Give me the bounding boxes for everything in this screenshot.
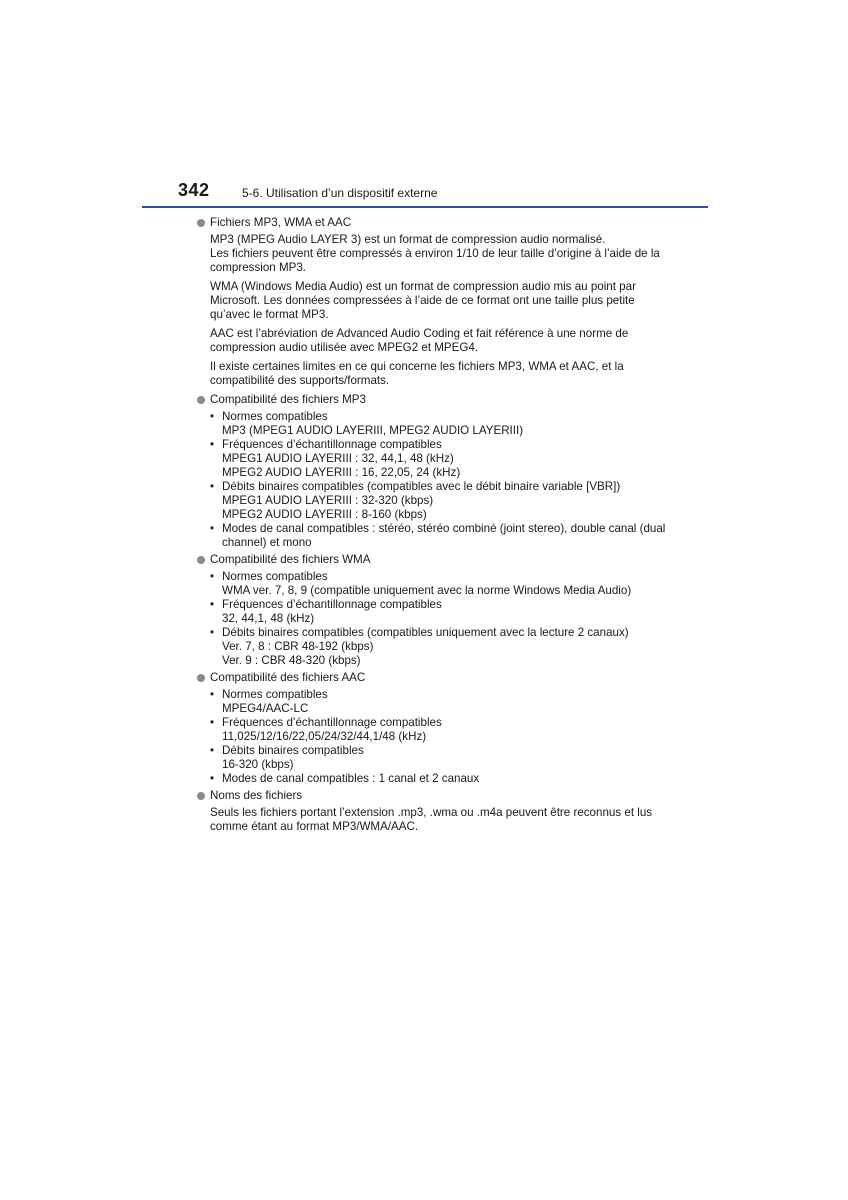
bullet-list xyxy=(197,688,667,786)
section-heading xyxy=(197,553,667,567)
list-item-text: Modes de canal compatibles : 1 canal et 2 canaux xyxy=(222,772,480,785)
bullet-glyph: • xyxy=(210,410,215,423)
bullet-glyph: • xyxy=(210,626,215,639)
list-item xyxy=(197,410,667,438)
bullet-glyph: • xyxy=(210,744,215,757)
page-content xyxy=(197,216,667,839)
bullet-glyph: • xyxy=(210,438,215,451)
bullet-dot-icon xyxy=(197,396,205,404)
list-item xyxy=(197,688,667,716)
paragraph: Seuls les fichiers portant l’extension .mp3, .wma ou .m4a peuvent être reconnus et lus comme étant au format MP3/WMA/AAC. xyxy=(210,806,653,833)
list-item-text: Débits binaires compatibles 16-320 (kbps) xyxy=(222,744,364,771)
list-item xyxy=(197,626,667,668)
bullet-glyph: • xyxy=(210,688,215,701)
section-heading-text: Compatibilité des fichiers MP3 xyxy=(210,393,366,406)
list-item-text: Fréquences d’échantillonnage compatibles 11,025/12/16/22,05/24/32/44,1/48 (kHz) xyxy=(222,716,442,743)
bullet-glyph: • xyxy=(210,522,215,535)
section-heading-text: Fichiers MP3, WMA et AAC xyxy=(210,216,352,229)
page-number: 342 xyxy=(178,180,210,200)
list-item xyxy=(197,480,667,522)
section-heading xyxy=(197,789,667,803)
section-file-names xyxy=(197,789,667,834)
list-item-text: Fréquences d’échantillonnage compatibles MPEG1 AUDIO LAYERIII : 32, 44,1, 48 (kHz) MPEG2 AUDIO LAYERIII : 16, 22,05, 24 (kHz) xyxy=(222,438,461,479)
list-item-text: Normes compatibles MPEG4/AAC-LC xyxy=(222,688,328,715)
list-item-text: Fréquences d’échantillonnage compatibles 32, 44,1, 48 (kHz) xyxy=(222,598,442,625)
section-heading xyxy=(197,216,667,230)
list-item-text: Débits binaires compatibles (compatibles avec le débit binaire variable [VBR]) MPEG1 AUDIO LAYERIII : 32-320 (kbps) MPEG2 AUDIO LAYERIII : 8-160 (kbps) xyxy=(222,480,621,521)
list-item-text: Modes de canal compatibles : stéréo, stéréo combiné (joint stereo), double canal (dual channel) et mono xyxy=(222,522,666,549)
bullet-glyph: • xyxy=(210,772,215,785)
list-item xyxy=(197,744,667,772)
header-rule xyxy=(142,206,708,208)
section-title: 5-6. Utilisation d’un dispositif externe xyxy=(242,186,438,200)
list-item xyxy=(197,522,667,550)
section-heading xyxy=(197,393,667,407)
section-mp3-compat xyxy=(197,393,667,550)
section-heading-text: Compatibilité des fichiers AAC xyxy=(210,671,366,684)
list-item xyxy=(197,598,667,626)
paragraph: AAC est l’abréviation de Advanced Audio Coding et fait référence à une norme de compression audio utilisée avec MPEG2 et MPEG4. xyxy=(210,327,629,354)
section-heading xyxy=(197,671,667,685)
bullet-glyph: • xyxy=(210,716,215,729)
list-item xyxy=(197,438,667,480)
list-item xyxy=(197,716,667,744)
section-aac-compat xyxy=(197,671,667,786)
paragraph: WMA (Windows Media Audio) est un format de compression audio mis au point par Microsoft. Les données compressées à l’aide de ce format ont une taille plus petite qu’avec le format MP3. xyxy=(210,280,636,321)
list-item xyxy=(197,772,667,786)
bullet-glyph: • xyxy=(210,598,215,611)
list-item-text: Débits binaires compatibles (compatibles uniquement avec la lecture 2 canaux) Ver. 7, 8 : CBR 48-192 (kbps) Ver. 9 : CBR 48-320 (kbps) xyxy=(222,626,629,667)
list-item xyxy=(197,570,667,598)
section-heading-text: Compatibilité des fichiers WMA xyxy=(210,553,371,566)
bullet-dot-icon xyxy=(197,219,205,227)
paragraph: MP3 (MPEG Audio LAYER 3) est un format de compression audio normalisé. Les fichiers peuvent être compressés à environ 1/10 de leur taille d’origine à l’aide de la compression MP3. xyxy=(210,233,660,274)
bullet-list xyxy=(197,410,667,550)
bullet-list xyxy=(197,570,667,668)
bullet-dot-icon xyxy=(197,556,205,564)
section-wma-compat xyxy=(197,553,667,668)
list-item-text: Normes compatibles MP3 (MPEG1 AUDIO LAYERIII, MPEG2 AUDIO LAYERIII) xyxy=(222,410,524,437)
bullet-dot-icon xyxy=(197,792,205,800)
bullet-glyph: • xyxy=(210,570,215,583)
section-heading-text: Noms des fichiers xyxy=(210,789,303,802)
list-item-text: Normes compatibles WMA ver. 7, 8, 9 (compatible uniquement avec la norme Windows Media Audio) xyxy=(222,570,632,597)
paragraph: Il existe certaines limites en ce qui concerne les fichiers MP3, WMA et AAC, et la compatibilité des supports/formats. xyxy=(210,360,624,387)
bullet-dot-icon xyxy=(197,674,205,682)
section-mp3-wma-aac xyxy=(197,216,667,388)
bullet-glyph: • xyxy=(210,480,215,493)
